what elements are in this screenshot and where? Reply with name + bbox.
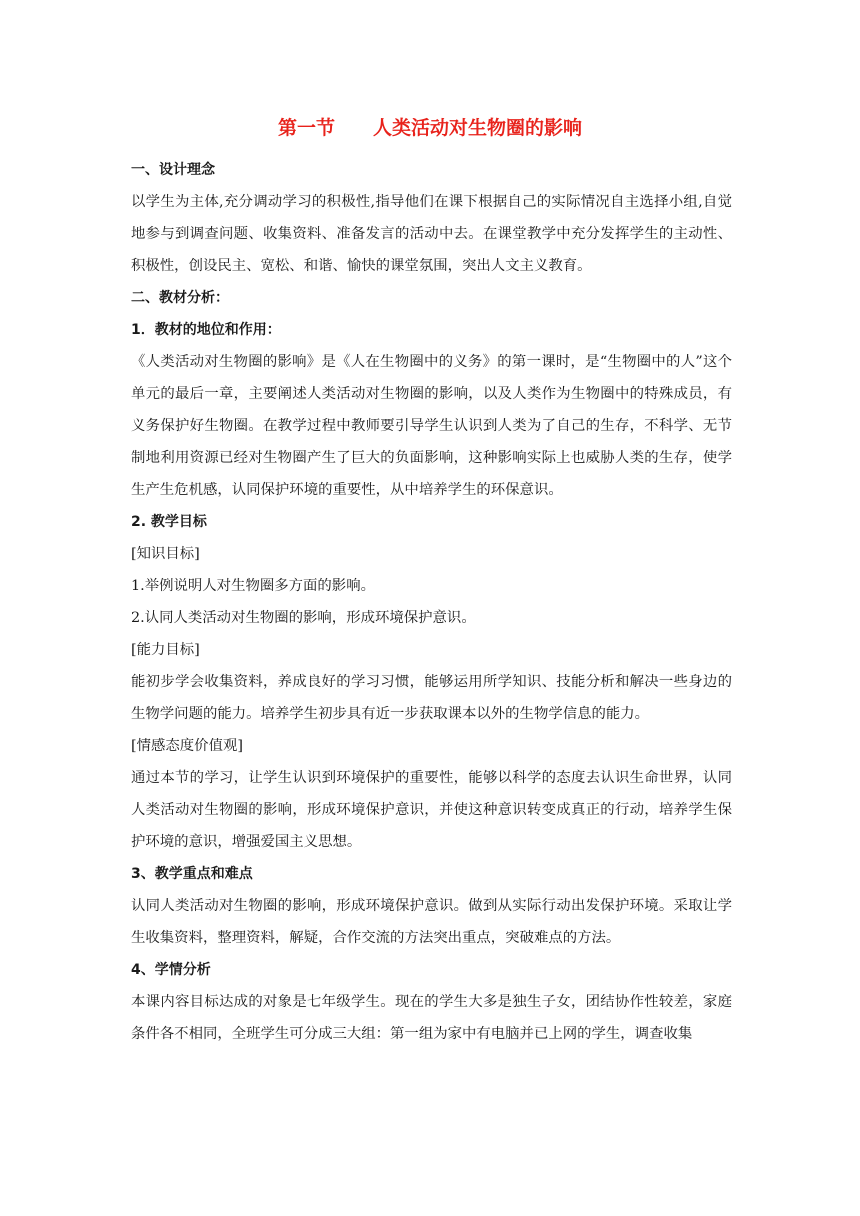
subsection-heading: 2. 教学目标 bbox=[131, 514, 207, 530]
paragraph: 《人类活动对生物圈的影响》是《人在生物圈中的义务》的第一课时，是“生物圈中的人”这个单元的最后一章，主要阐述人类活动对生物圈的影响，以及人类作为生物圈中的特殊成员，有义务保护好生物圈。在教学过程中教师要引导学生认识到人类为了自己的生存，不科学、无节制地利用资源已经对生物圈产生了巨大的负面影响，这种影响实际上也威胁人类的生存，使学生产生危机感，认同保护环境的重要性，从中培养学生的环保意识。 bbox=[131, 354, 732, 498]
section-heading: 二、教材分析： bbox=[131, 290, 229, 306]
paragraph: 通过本节的学习，让学生认识到环境保护的重要性，能够以科学的态度去认识生命世界，认同人类活动对生物圈的影响，形成环境保护意识，并使这种意识转变成真正的行动，培养学生保护环境的意识，增强爱国主义思想。 bbox=[131, 770, 732, 850]
subsection-heading: 3、教学重点和难点 bbox=[131, 866, 253, 882]
document-body bbox=[131, 154, 732, 1050]
paragraph: 能初步学会收集资料，养成良好的学习习惯，能够运用所学知识、技能分析和解决一些身边的生物学问题的能力。培养学生初步具有近一步获取课本以外的生物学信息的能力。 bbox=[131, 674, 732, 722]
goal-label: [知识目标] bbox=[131, 546, 200, 562]
paragraph: 认同人类活动对生物圈的影响，形成环境保护意识。做到从实际行动出发保护环境。采取让学生收集资料，整理资料，解疑，合作交流的方法突出重点，突破难点的方法。 bbox=[131, 898, 732, 946]
goal-label: [能力目标] bbox=[131, 642, 200, 658]
section-heading: 一、设计理念 bbox=[131, 162, 215, 178]
paragraph: 以学生为主体,充分调动学习的积极性,指导他们在课下根据自己的实际情况自主选择小组,自觉地参与到调查问题、收集资料、准备发言的活动中去。在课堂教学中充分发挥学生的主动性、积极性，创设民主、宽松、和谐、愉快的课堂氛围，突出人文主义教育。 bbox=[131, 194, 732, 274]
list-item: 1.举例说明人对生物圈多方面的影响。 bbox=[131, 578, 375, 594]
subsection-heading: 4、学情分析 bbox=[131, 962, 211, 978]
paragraph: 本课内容目标达成的对象是七年级学生。现在的学生大多是独生子女，团结协作性较差，家庭条件各不相同，全班学生可分成三大组：第一组为家中有电脑并已上网的学生，调查收集 bbox=[131, 994, 732, 1042]
list-item: 2.认同人类活动对生物圈的影响，形成环境保护意识。 bbox=[131, 610, 476, 626]
document-title: 第一节 人类活动对生物圈的影响 bbox=[277, 117, 582, 139]
goal-label: [情感态度价值观] bbox=[131, 738, 243, 754]
subsection-heading: 1．教材的地位和作用： bbox=[131, 322, 281, 338]
